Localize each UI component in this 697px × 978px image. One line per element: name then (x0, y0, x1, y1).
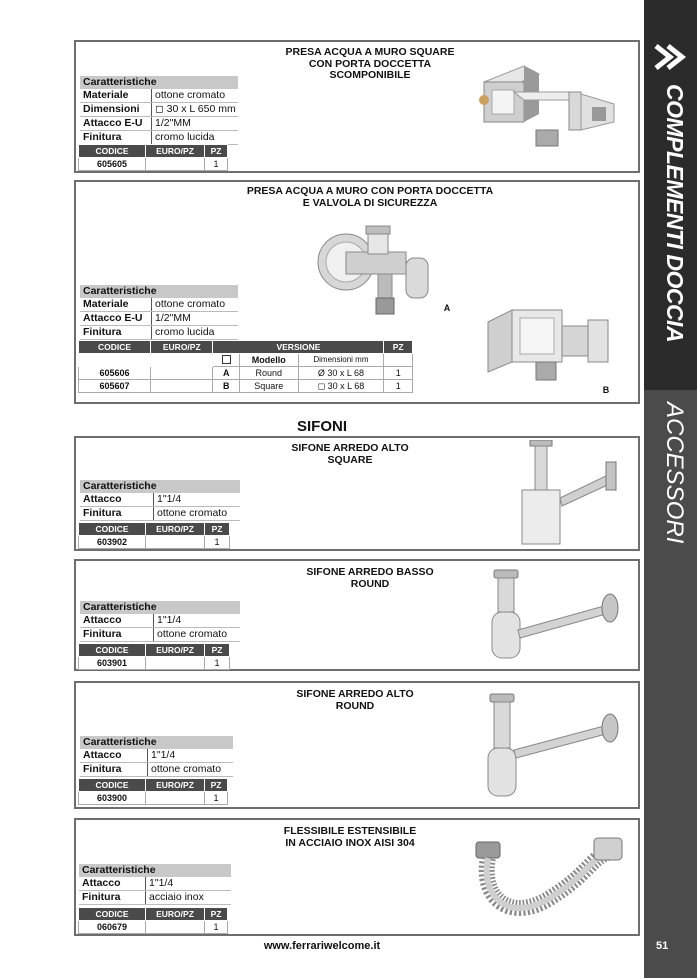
code-table: CODICE EURO/PZ PZ 060679 1 (78, 907, 228, 934)
image-label-b: B (602, 385, 610, 395)
features-table (80, 76, 238, 145)
feature-row: Finitura ottone cromato (80, 507, 240, 521)
feature-row: Finitura cromo lucida (80, 326, 238, 340)
feature-row: Materiale ottone cromato (80, 298, 238, 312)
table-row: 605607 B Square ◻ 30 x L 68 1 (79, 380, 413, 393)
image-label-a: A (443, 303, 451, 313)
features-header: Caratteristiche (79, 864, 231, 877)
features-table (80, 480, 240, 521)
sidebar (644, 0, 697, 978)
feature-row: Finitura cromo lucida (80, 131, 238, 145)
checkbox-icon (222, 355, 231, 364)
sidebar-subcategory-label: ACCESSORI (661, 402, 688, 544)
feature-row: Attacco 1"1/4 (80, 614, 240, 628)
code-table: CODICE EURO/PZ PZ 603901 1 (78, 643, 230, 670)
table-row: 603902 1 (79, 536, 230, 549)
features-table (80, 736, 233, 777)
product-title: SIFONE ARREDO BASSO ROUND (306, 566, 434, 590)
feature-row: Attacco E-U 1/2"MM (80, 312, 238, 326)
code-table: CODICE EURO/PZ PZ 605605 1 (78, 144, 228, 171)
code-table: CODICE EURO/PZ VERSIONE PZ Modello Dimensioni mm 605606 A Round Ø 30 x L 68 1 605607 B Square ◻ 30 x L 68 1 (78, 340, 413, 393)
features-header: Caratteristiche (80, 285, 238, 298)
product-title: PRESA ACQUA A MURO CON PORTA DOCCETTA E VALVOLA DI SICUREZZA (246, 185, 494, 209)
product-image-round-outlet (316, 222, 446, 322)
features-table (80, 285, 238, 340)
product-image-siphon-round-high (482, 692, 622, 802)
code-table: CODICE EURO/PZ PZ 603900 1 (78, 778, 228, 805)
feature-row: Attacco E-U 1/2"MM (80, 117, 238, 131)
table-row: 060679 1 (79, 921, 228, 934)
product-image-square-outlet (474, 52, 624, 152)
product-title: SIFONE ARREDO ALTO SQUARE (291, 442, 409, 466)
feature-row: Materiale ottone cromato (80, 89, 238, 103)
product-image-flexible-hose (470, 828, 630, 928)
section-title: SIFONI (296, 418, 347, 435)
code-table: CODICE EURO/PZ PZ 603902 1 (78, 522, 230, 549)
feature-row: Finitura ottone cromato (80, 763, 233, 777)
product-image-siphon-square (510, 440, 630, 550)
table-row: 603901 1 (79, 657, 230, 670)
feature-row: Finitura acciaio inox (79, 891, 231, 905)
product-title: SIFONE ARREDO ALTO ROUND (296, 688, 414, 712)
feature-row: Dimensioni ◻ 30 x L 650 mm (80, 103, 238, 117)
product-image-siphon-round-low (486, 568, 626, 663)
table-row: 605606 A Round Ø 30 x L 68 1 (79, 367, 413, 380)
feature-row: Attacco 1"1/4 (79, 877, 231, 891)
table-row: 605605 1 (79, 158, 228, 171)
sidebar-category-block (644, 0, 697, 390)
features-table (80, 601, 240, 642)
page-number: 51 (656, 940, 669, 952)
table-row: 603900 1 (79, 792, 228, 805)
footer-url[interactable]: www.ferrariwelcome.it (263, 940, 381, 952)
feature-row: Finitura ottone cromato (80, 628, 240, 642)
features-table (79, 864, 231, 905)
sidebar-category-label: COMPLEMENTI DOCCIA (662, 84, 688, 343)
feature-row: Attacco 1"1/4 (80, 749, 233, 763)
features-header: Caratteristiche (80, 76, 238, 89)
features-header: Caratteristiche (80, 601, 240, 614)
product-title: PRESA ACQUA A MURO SQUARE CON PORTA DOCCETTA SCOMPONIBILE (285, 46, 455, 81)
features-header: Caratteristiche (80, 736, 233, 749)
feature-row: Attacco 1"1/4 (80, 493, 240, 507)
features-header: Caratteristiche (80, 480, 240, 493)
brand-logo-icon (652, 42, 688, 72)
product-title: FLESSIBILE ESTENSIBILE IN ACCIAIO INOX AISI 304 (283, 825, 417, 849)
product-image-square-outlet-b (484, 296, 634, 386)
